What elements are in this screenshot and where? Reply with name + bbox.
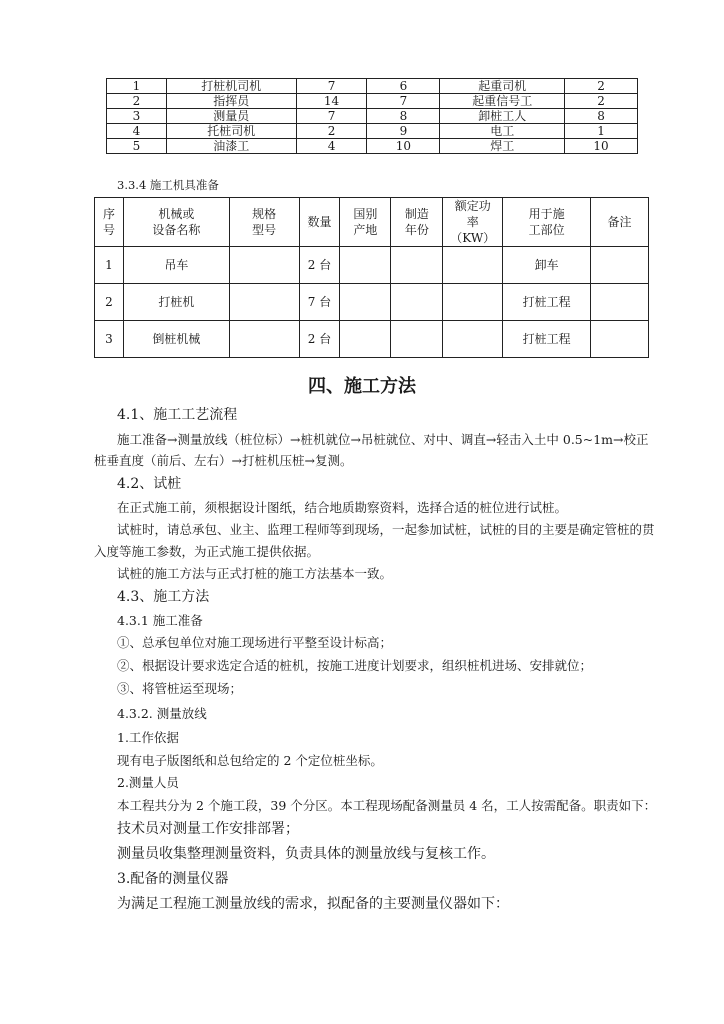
staff-cell: 2 [296,124,367,139]
equip-row [95,284,649,321]
flow-line-1: 施工准备→测量放线（桩位标）→桩机就位→吊桩就位、对中、调直→轻击入土中 0.5~1m→校正 [117,432,649,447]
equip-header-cell: 额定功 率 （KW） [443,198,503,247]
equip-header-row [95,198,649,247]
sub-4-3-1: 4.3.1 施工准备 [117,613,203,628]
staff-row [107,109,638,124]
staff-cell: 14 [296,94,367,109]
staff-row [107,79,638,94]
equip-cell: 打桩工程 [503,284,591,321]
staff-cell: 6 [367,79,440,94]
staff-cell: 打桩机司机 [166,79,296,94]
staff-row [107,124,638,139]
surveyors-title: 2.测量人员 [117,775,179,790]
staff-cell: 电工 [440,124,565,139]
staff-cell: 7 [296,109,367,124]
trial-para-2b: 入度等施工参数，为正式施工提供依据。 [94,544,320,559]
equip-cell [229,321,299,358]
equip-header-cell: 机械或 设备名称 [123,198,229,247]
equip-cell: 7 台 [299,284,340,321]
equip-caption: 3.3.4 施工机具准备 [117,178,219,192]
section-4-2-heading: 4.2、试桩 [117,476,182,492]
equip-cell [591,247,649,284]
equip-header-cell: 序 号 [95,198,124,247]
equip-cell [340,284,391,321]
section-4-1-heading: 4.1、施工工艺流程 [117,407,238,423]
staff-cell: 托桩司机 [166,124,296,139]
chapter-title: 四、施工方法 [308,376,416,397]
staff-row [107,139,638,154]
prep-item-1: ①、总承包单位对施工现场进行平整至设计标高； [117,635,393,650]
staff-cell: 1 [565,124,638,139]
equip-cell: 打桩机 [123,284,229,321]
staff-cell: 2 [107,94,167,109]
equip-cell [591,284,649,321]
equip-row [95,247,649,284]
section-4-3-heading: 4.3、施工方法 [117,589,210,605]
equip-cell: 3 [95,321,124,358]
staff-cell: 9 [367,124,440,139]
staff-cell: 卸桩工人 [440,109,565,124]
equip-cell: 1 [95,247,124,284]
trial-para-3: 试桩的施工方法与正式打桩的施工方法基本一致。 [117,566,393,581]
staff-cell: 油漆工 [166,139,296,154]
staff-cell: 4 [107,124,167,139]
staff-cell: 7 [367,94,440,109]
equip-cell: 2 [95,284,124,321]
staff-table [106,78,638,154]
staff-cell: 焊工 [440,139,565,154]
staff-cell: 8 [367,109,440,124]
work-basis-title: 1.工作依据 [117,730,179,745]
staff-cell: 1 [107,79,167,94]
staff-cell: 测量员 [166,109,296,124]
equip-header-cell: 用于施 工部位 [503,198,591,247]
surveyors-text: 本工程共分为 2 个施工段，39 个分区。本工程现场配备测量员 4 名，工人按需配备。职责如下： [117,798,657,813]
equip-row [95,321,649,358]
staff-cell: 5 [107,139,167,154]
equip-cell: 2 台 [299,321,340,358]
equip-cell [591,321,649,358]
equip-cell [391,284,443,321]
staff-cell: 2 [565,94,638,109]
equip-cell [443,284,503,321]
staff-cell: 10 [565,139,638,154]
staff-cell: 起重信号工 [440,94,565,109]
trial-para-1: 在正式施工前，须根据设计图纸，结合地质勘察资料，选择合适的桩位进行试桩。 [117,500,568,515]
equip-header-cell: 备注 [591,198,649,247]
staff-cell: 3 [107,109,167,124]
equip-cell: 吊车 [123,247,229,284]
equip-cell [229,247,299,284]
instruments-title: 3.配备的测量仪器 [117,871,229,887]
flow-line-2: 桩垂直度（前后、左右）→打桩机压桩→复测。 [94,453,353,468]
equip-header-cell: 制造 年份 [391,198,443,247]
staff-row [107,94,638,109]
instruments-text: 为满足工程施工测量放线的需求，拟配备的主要测量仪器如下： [117,896,509,912]
sub-4-3-2: 4.3.2. 测量放线 [117,706,207,721]
equip-cell: 打桩工程 [503,321,591,358]
duty-surveyor: 测量员收集整理测量资料，负责具体的测量放线与复核工作。 [117,846,495,862]
work-basis-text: 现有电子版图纸和总包给定的 2 个定位桩坐标。 [117,753,383,768]
staff-cell: 指挥员 [166,94,296,109]
equip-cell [340,321,391,358]
equipment-table [94,197,649,358]
staff-cell: 4 [296,139,367,154]
staff-cell: 8 [565,109,638,124]
equip-header-cell: 数量 [299,198,340,247]
equip-cell [340,247,391,284]
equip-cell [443,321,503,358]
staff-cell: 7 [296,79,367,94]
equip-cell [229,284,299,321]
equip-cell [443,247,503,284]
equip-cell: 倒桩机械 [123,321,229,358]
prep-item-2: ②、根据设计要求选定合适的桩机，按施工进度计划要求，组织桩机进场、安排就位； [117,658,593,673]
equip-header-cell: 国别 产地 [340,198,391,247]
equip-header-cell: 规格 型号 [229,198,299,247]
staff-cell: 10 [367,139,440,154]
duty-technician: 技术员对测量工作安排部署； [117,821,299,837]
equip-cell: 卸车 [503,247,591,284]
equip-cell: 2 台 [299,247,340,284]
staff-cell: 2 [565,79,638,94]
equip-cell [391,247,443,284]
equip-cell [391,321,443,358]
staff-cell: 起重司机 [440,79,565,94]
trial-para-2a: 试桩时，请总承包、业主、监理工程师等到现场，一起参加试桩，试桩的目的主要是确定管桩的贯 [117,522,655,537]
prep-item-3: ③、将管桩运至现场； [117,681,243,696]
